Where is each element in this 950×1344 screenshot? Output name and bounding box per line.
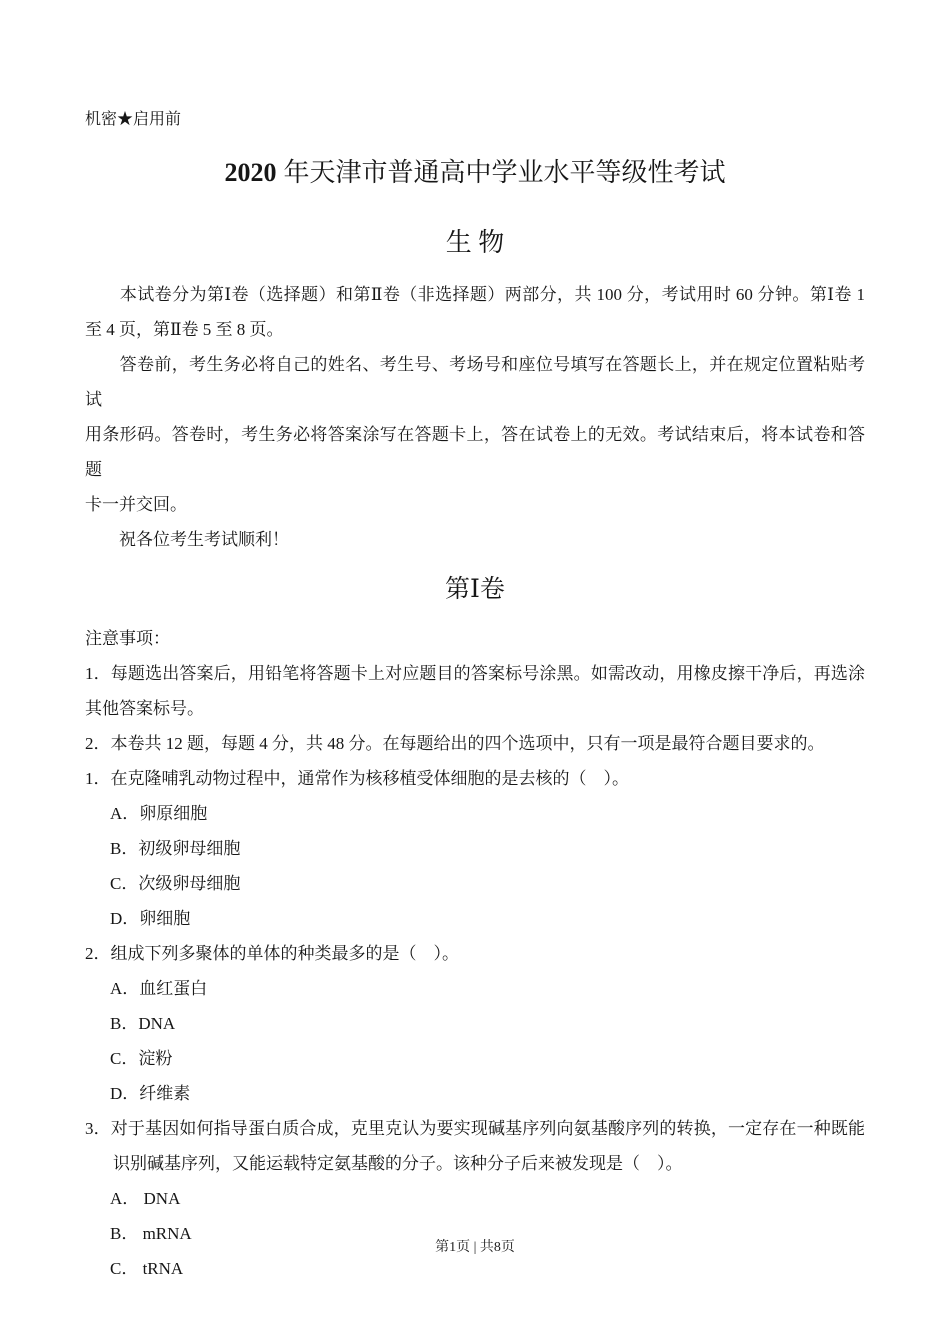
question-option: B．DNA [110,1014,176,1033]
section-1-title: 第Ⅰ卷 [445,576,505,603]
notes-heading: 注意事项： [85,629,170,648]
question-stem [85,1111,865,1181]
question-option: C．淀粉 [110,1049,173,1068]
question-stem-line: 1．在克隆哺乳动物过程中，通常作为核移植受体细胞的是去核的（ ）。 [85,769,629,788]
question-stem [85,761,865,796]
paragraph-line: 用条形码。答卷时，考生务必将答案涂写在答题卡上，答在试卷上的无效。考试结束后，将本试卷和答题 [85,425,865,479]
question-option: C．次级卵母细胞 [110,874,241,893]
note-item [85,726,865,761]
question-option: B． mRNA [110,1224,192,1243]
note-line: 2．本卷共 12 题，每题 4 分，共 48 分。在每题给出的四个选项中，只有一项是最符合题目要求的。 [85,734,825,753]
question-option: A．卵原细胞 [110,804,208,823]
question-option: A．血红蛋白 [110,979,208,998]
question [85,936,865,1111]
exam-title [85,156,865,190]
subject-title: 生 物 [445,228,505,257]
notes-list [85,656,865,761]
question-option: A． DNA [110,1189,181,1208]
question-option: D．纤维素 [110,1084,191,1103]
question-option: C． tRNA [110,1259,184,1278]
exam-title-text: 年天津市普通高中学业水平等级性考试 [283,158,726,187]
intro-paragraphs [85,277,865,557]
question-stem [85,936,865,971]
intro-paragraph [85,347,865,522]
paragraph-line: 至 4 页，第Ⅱ卷 5 至 8 页。 [85,320,284,339]
note-item [85,656,865,726]
questions-list [85,761,865,1286]
intro-paragraph [85,277,865,347]
question-option: B．初级卵母细胞 [110,839,241,858]
page-content [85,0,865,1286]
note-line: 其他答案标号。 [85,699,204,718]
note-line: 1．每题选出答案后，用铅笔将答题卡上对应题目的答案标号涂黑。如需改动，用橡皮擦干净后，再选涂 [85,664,865,683]
question [85,1111,865,1286]
question-option: D．卵细胞 [110,909,191,928]
confidential-label: 机密★启用前 [85,111,182,128]
paragraph-line: 祝各位考生考试顺利！ [85,530,289,549]
paragraph-line: 本试卷分为第Ⅰ卷（选择题）和第Ⅱ卷（非选择题）两部分，共 100 分，考试用时 60 分钟。第Ⅰ卷 1 [85,285,865,304]
question [85,761,865,936]
page-footer [0,1238,950,1258]
question-stem-line: 3．对于基因如何指导蛋白质合成，克里克认为要实现碱基序列向氨基酸序列的转换，一定存在一种既能 [85,1119,865,1138]
paragraph-line: 答卷前，考生务必将自己的姓名、考生号、考场号和座位号填写在答题长上，并在规定位置粘贴考试 [85,355,865,409]
page-number: 第1页 | 共8页 [435,1240,515,1255]
exam-title-year: 2020 [224,158,277,187]
question-stem-line: 2．组成下列多聚体的单体的种类最多的是（ ）。 [85,944,459,963]
intro-paragraph [85,522,865,557]
paragraph-line: 卡一并交回。 [85,495,187,514]
question-stem-line: 识别碱基序列，又能运载特定氨基酸的分子。该种分子后来被发现是（ ）。 [113,1154,683,1173]
